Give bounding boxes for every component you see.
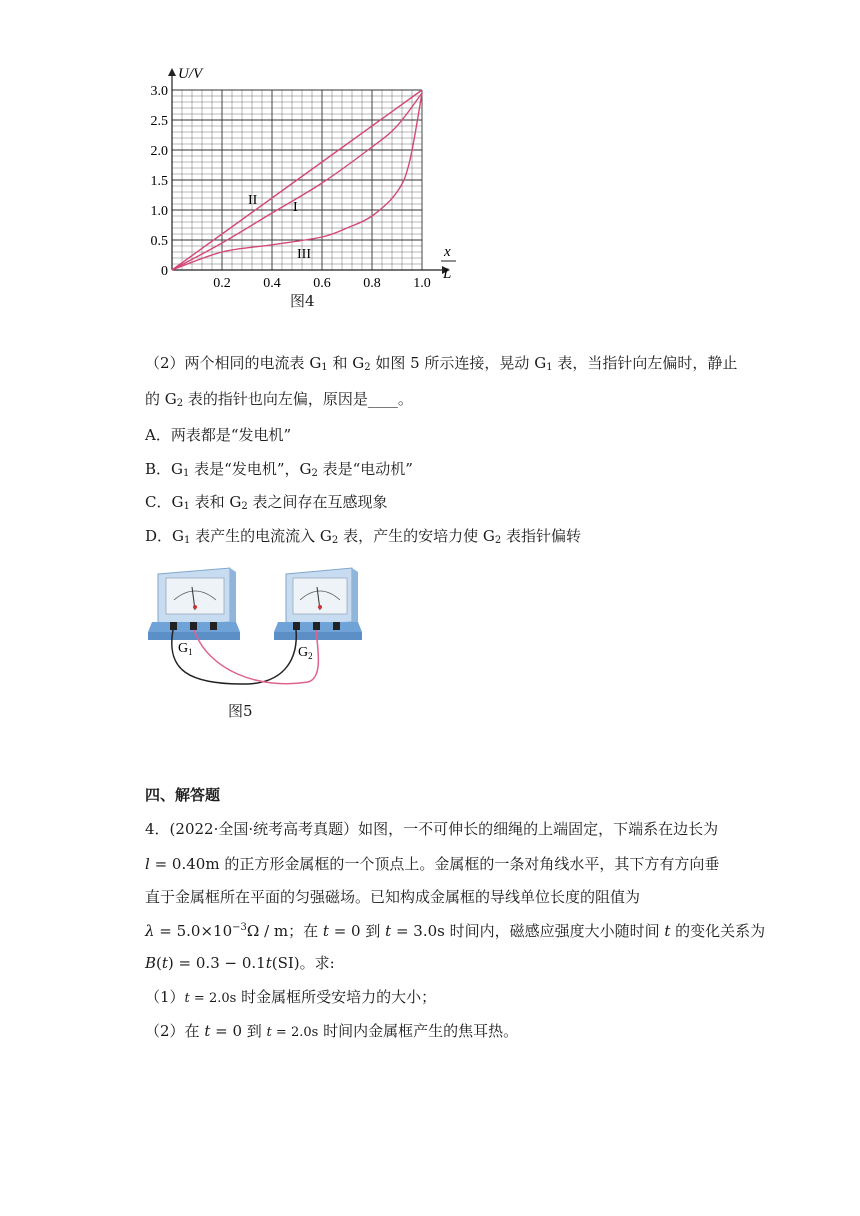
g1-label: $G_1$ (178, 641, 193, 657)
q4-line-4: $\lambda = 5.0\times 10^{-3}\Omega / m$；在 t = 0 到 t = 3.0s 时间内，磁感应强度大小随时间 t 的变化关系为 (145, 922, 766, 940)
figure-4 (140, 60, 470, 299)
q2-line-1: （2）两个相同的电流表 $G_1$ 和 $G_2$ 如图 5 所示连接，晃动 $G_1$ 表，当指针向左偏时，静止 (145, 354, 738, 373)
g2-pivot (318, 605, 322, 609)
y-tick-label: 0 (161, 264, 168, 279)
x-axis-label-denominator: L (443, 266, 452, 282)
figure-5 (148, 560, 368, 694)
g1-terminal-right (210, 622, 217, 630)
q4-subquestion-2: （2）在 t = 0 到 t = 2.0s 时间内金属框产生的焦耳热。 (145, 1022, 519, 1040)
option-a[interactable]: A．两表都是“发电机” (145, 426, 292, 444)
q4-line-2: l = 0.40m 的正方形金属框的一个顶点上。金属框的一条对角线水平，其下方有方向垂 (145, 855, 720, 873)
x-tick-label: 0.6 (313, 276, 331, 291)
q4-line-5: B(t) = 0.3 − 0.1t(SI)。求: (145, 954, 335, 972)
g1-case-side (230, 568, 236, 626)
q4-line-1: 4．(2022·全国·统考高考真题）如图，一不可伸长的细绳的上端固定，下端系在边长为 (145, 820, 719, 838)
figure-4-caption: 图4 (290, 292, 315, 310)
y-tick-label: 0.5 (150, 234, 168, 249)
y-tick-label: 2.0 (150, 144, 168, 159)
u-vs-x-chart (140, 60, 470, 295)
g2-base-front (274, 632, 362, 640)
q2-line-2: 的 $G_2$ 表的指针也向左偏，原因是____。 (145, 390, 413, 409)
answer-blank[interactable]: ____ (367, 390, 398, 408)
x-tick-label: 0.8 (363, 276, 381, 291)
g2-label: $G_2$ (298, 645, 313, 661)
g1-terminal-mid (190, 622, 197, 630)
g2-terminal-left (293, 622, 300, 630)
galvanometers-illustration (148, 560, 368, 690)
q4-subquestion-1: （1）t = 2.0s 时金属框所受安培力的大小； (145, 988, 437, 1006)
g1-pivot (193, 605, 197, 609)
g2-terminal-mid (313, 622, 320, 630)
curve-label-III: III (297, 247, 311, 262)
y-tick-label: 2.5 (150, 114, 168, 129)
option-d[interactable]: D．$G_1$ 表产生的电流流入 $G_2$ 表，产生的安培力使 $G_2$ 表指针偏转 (145, 527, 581, 546)
g2-case-side (352, 568, 358, 626)
y-axis-label: U/V (178, 66, 203, 82)
y-tick-label: 1.0 (150, 204, 168, 219)
g2-terminal-right (333, 622, 340, 630)
x-tick-label: 0.2 (213, 276, 231, 291)
section-heading: 四、解答题 (145, 786, 221, 804)
option-b[interactable]: B．$G_1$ 表是“发电机”，$G_2$ 表是“电动机” (145, 460, 413, 479)
curve-label-II: II (248, 193, 258, 208)
x-axis-label-numerator: x (444, 244, 451, 260)
galvanometer-g1 (148, 568, 240, 640)
curve-label-I: I (293, 200, 298, 215)
figure-5-caption: 图5 (228, 702, 253, 720)
q4-line-3: 直于金属框所在平面的匀强磁场。已知构成金属框的导线单位长度的阻值为 (145, 888, 641, 906)
x-tick-labels (213, 276, 431, 291)
option-c[interactable]: C．$G_1$ 表和 $G_2$ 表之间存在互感现象 (145, 493, 388, 512)
y-axis-arrow (168, 68, 176, 76)
g1-terminal-left (170, 622, 177, 630)
y-tick-labels (151, 84, 169, 279)
g1-base-front (148, 632, 240, 640)
y-tick-label: 1.5 (150, 174, 168, 189)
galvanometer-g2 (274, 568, 362, 640)
x-tick-label: 0.4 (263, 276, 281, 291)
x-tick-label: 1.0 (413, 276, 431, 291)
y-tick-label: 3.0 (150, 84, 168, 99)
